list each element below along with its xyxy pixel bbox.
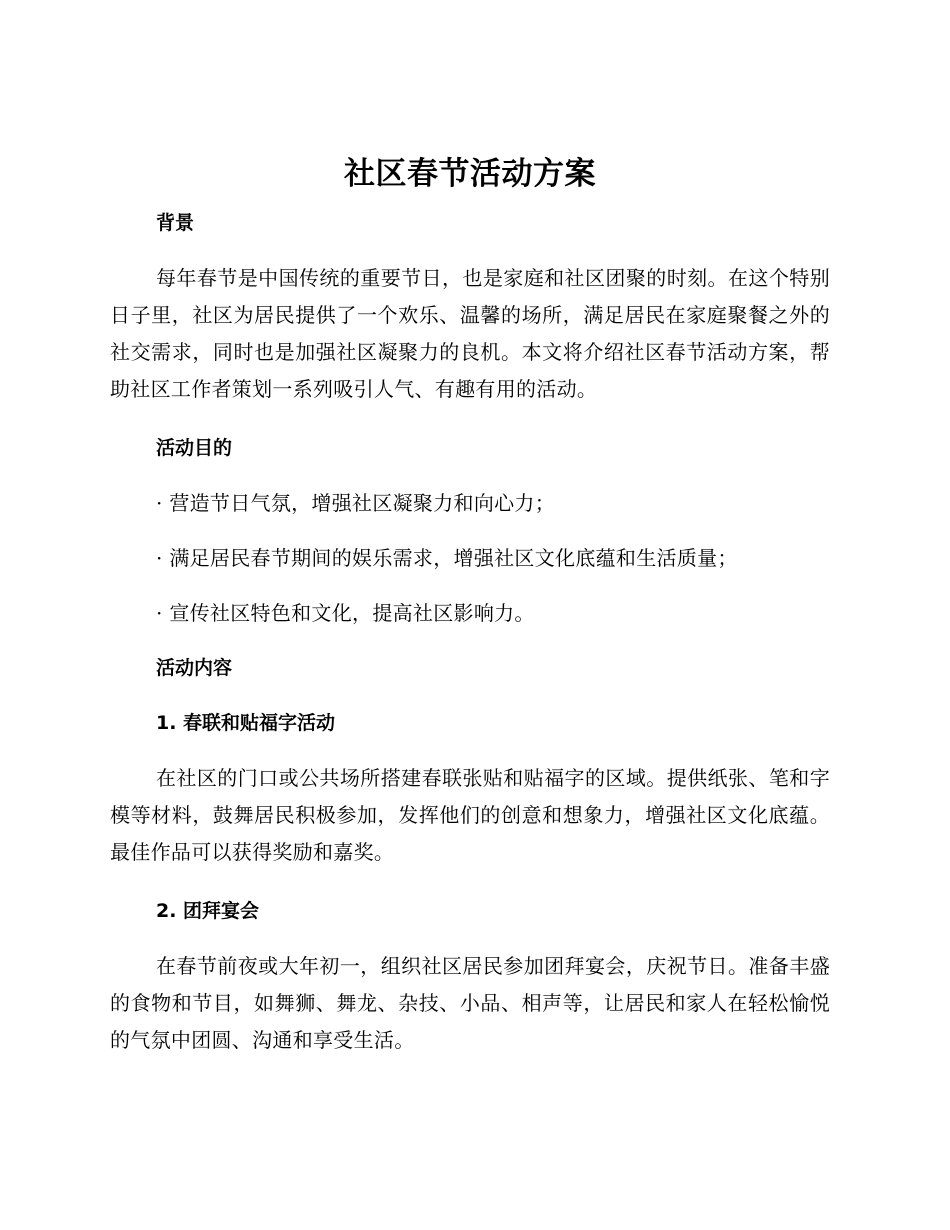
document-title: 社区春节活动方案 — [344, 156, 596, 192]
purpose-list-item: · 满足居民春节期间的娱乐需求，增强社区文化底蕴和生活质量； — [156, 546, 738, 570]
activity-paragraph: 在社区的门口或公共场所搭建春联张贴和贴福字的区域。提供纸张、笔和字模等材料，鼓舞居民积极参加，发挥他们的创意和想象力，增强社区文化底蕴。最佳作品可以获得奖励和嘉奖。 — [110, 766, 830, 864]
activity-heading: 2. 团拜宴会 — [156, 900, 260, 922]
document-page — [110, 148, 830, 1059]
purpose-list-item: · 营造节日气氛，增强社区凝聚力和向心力； — [156, 491, 556, 515]
section-heading-background: 背景 — [156, 212, 195, 234]
activity-heading: 1. 春联和贴福字活动 — [156, 712, 336, 734]
section-heading-content: 活动内容 — [156, 657, 233, 679]
section-heading-purpose: 活动目的 — [156, 437, 233, 459]
purpose-list-item: · 宣传社区特色和文化，提高社区影响力。 — [156, 601, 535, 625]
background-paragraph: 每年春节是中国传统的重要节日，也是家庭和社区团聚的时刻。在这个特别日子里，社区为居民提供了一个欢乐、温馨的场所，满足居民在家庭聚餐之外的社交需求，同时也是加强社区凝聚力的良机。本文将介绍社区春节活动方案，帮助社区工作者策划一系列吸引人气、有趣有用的活动。 — [110, 266, 830, 401]
activity-paragraph: 在春节前夜或大年初一，组织社区居民参加团拜宴会，庆祝节日。准备丰盛的食物和节目，如舞狮、舞龙、杂技、小品、相声等，让居民和家人在轻松愉悦的气氛中团圆、沟通和享受生活。 — [110, 954, 830, 1052]
